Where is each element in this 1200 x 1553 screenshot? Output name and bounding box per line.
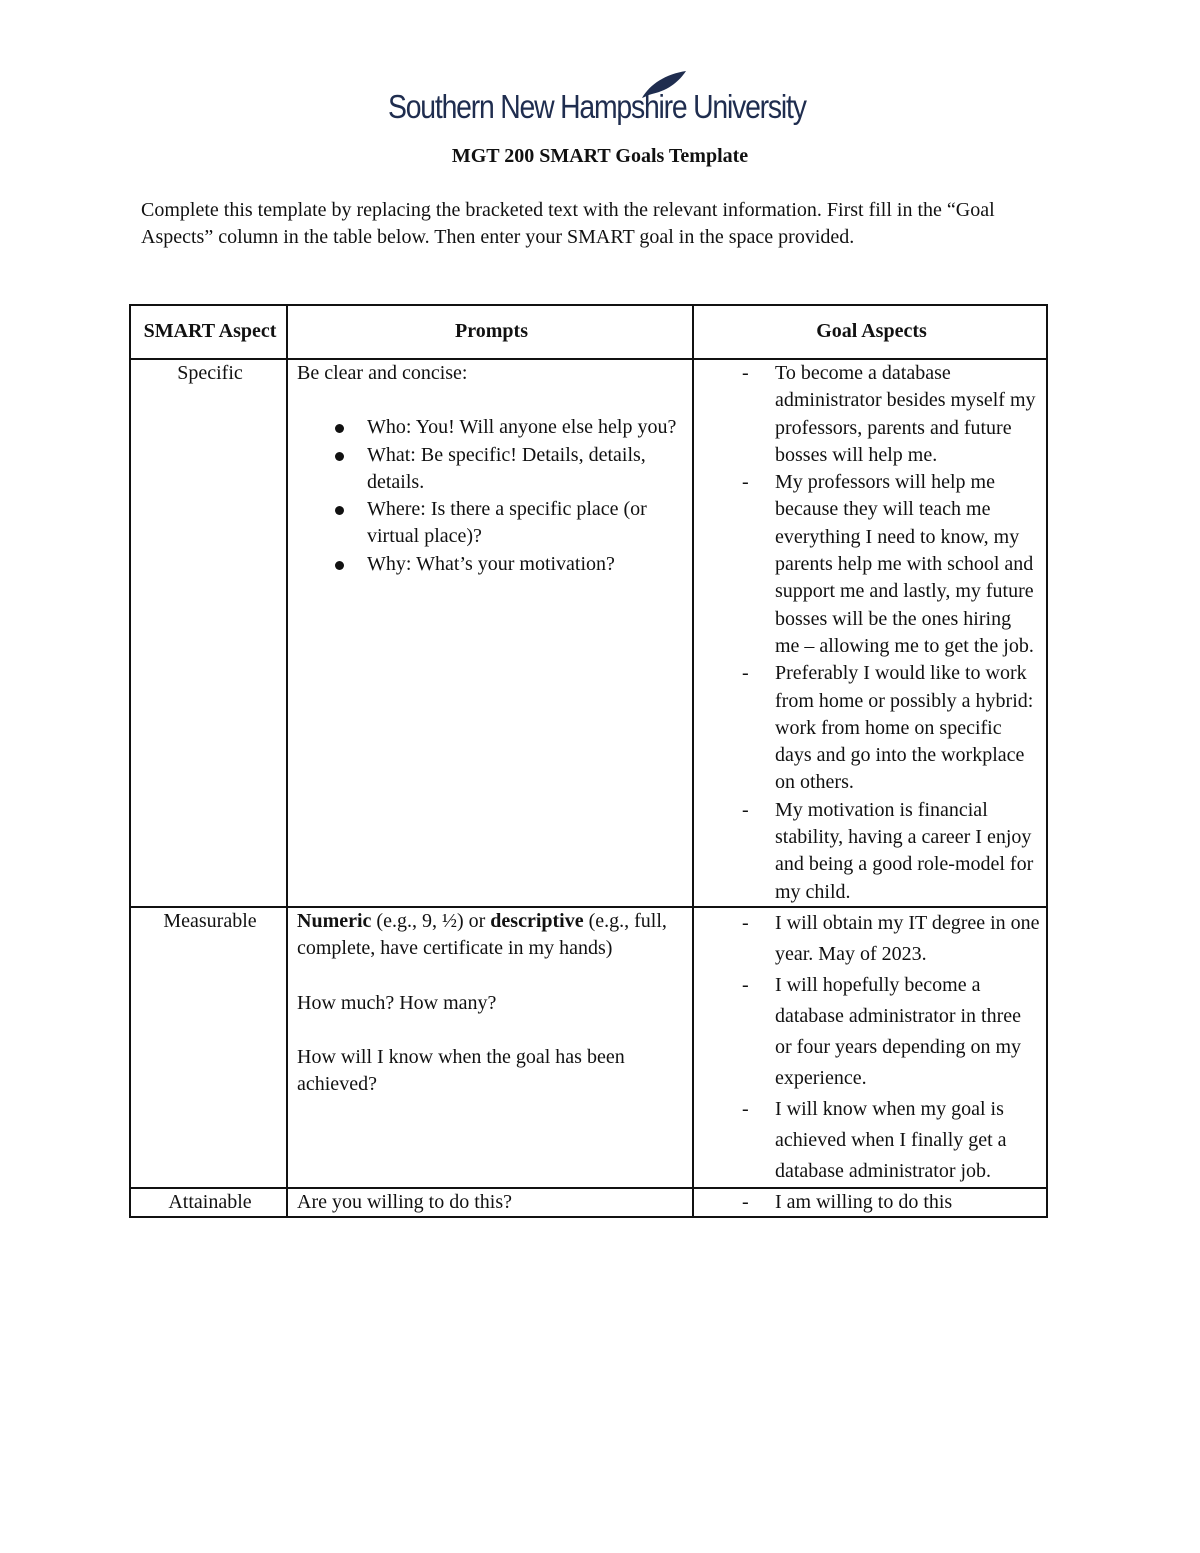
header-goal-aspects: Goal Aspects — [693, 305, 1047, 359]
list-item: - Preferably I would like to work from home or possibly a hybrid: work from home on specific days and go into the workplace on others. — [775, 660, 1040, 796]
descriptive-label: descriptive — [490, 909, 584, 932]
list-item: - I am willing to do this — [775, 1189, 1040, 1216]
goal-list — [703, 360, 1040, 906]
aspect-measurable: Measurable — [130, 907, 287, 1188]
list-item: - My motivation is financial stability, having a career I enjoy and being a good role-model for my child. — [775, 797, 1040, 906]
prompt-list — [297, 414, 686, 578]
university-logo — [388, 70, 818, 136]
prompt-question: How will I know when the goal has been achieved? — [297, 1045, 625, 1096]
table-header-row — [130, 305, 1047, 359]
prompt-cell — [287, 907, 693, 1188]
prompt-cell — [287, 359, 693, 907]
table-row — [130, 359, 1047, 907]
document-title: MGT 200 SMART Goals Template — [451, 145, 749, 167]
numeric-label: Numeric — [297, 909, 372, 932]
header-prompts: Prompts — [287, 305, 693, 359]
goal-cell — [693, 907, 1047, 1188]
list-item: - I will hopefully become a database administrator in three or four years depending on my experience. — [775, 970, 1040, 1094]
aspect-specific: Specific — [130, 359, 287, 907]
list-item: - To become a database administrator besides myself my professors, parents and future bosses will help me. — [775, 360, 1040, 469]
table-row — [130, 1188, 1047, 1217]
list-item: Who: You! Will anyone else help you? — [367, 414, 686, 441]
instructions: Complete this template by replacing the bracketed text with the relevant information. First fill in the “Goal Aspects” column in the table below. Then enter your SMART goal in the space provided. — [141, 199, 995, 248]
prompt-intro: Be clear and concise: — [297, 362, 468, 384]
list-item: - My professors will help me because they will teach me everything I need to know, my parents help me with school and support me and lastly, my future bosses will be the ones hiring me – allowing me to get the job. — [775, 469, 1040, 660]
goal-cell — [693, 1188, 1047, 1217]
prompt-cell: Are you willing to do this? — [287, 1188, 693, 1217]
prompt-rest: (e.g., full, complete, have certificate in my hands) — [297, 909, 667, 960]
aspect-attainable: Attainable — [130, 1188, 287, 1217]
list-item: Why: What’s your motivation? — [367, 551, 686, 578]
prompt-measure-text — [297, 908, 686, 963]
goal-list — [703, 908, 1040, 1187]
smart-goals-table — [129, 304, 1048, 1218]
university-name: Southern New Hampshire University — [388, 88, 806, 125]
list-item: - I will obtain my IT degree in one year. May of 2023. — [775, 908, 1040, 970]
list-item: Where: Is there a specific place (or virtual place)? — [367, 496, 686, 551]
list-item: What: Be specific! Details, details, details. — [367, 442, 686, 497]
table-row — [130, 907, 1047, 1188]
goal-list — [703, 1189, 1040, 1216]
list-item: - I will know when my goal is achieved when I finally get a database administrator job. — [775, 1094, 1040, 1187]
prompt-question: How much? How many? — [297, 991, 497, 1014]
header-smart-aspect: SMART Aspect — [130, 305, 287, 359]
prompt-mid: (e.g., 9, ½) or — [371, 909, 491, 932]
goal-cell — [693, 359, 1047, 907]
